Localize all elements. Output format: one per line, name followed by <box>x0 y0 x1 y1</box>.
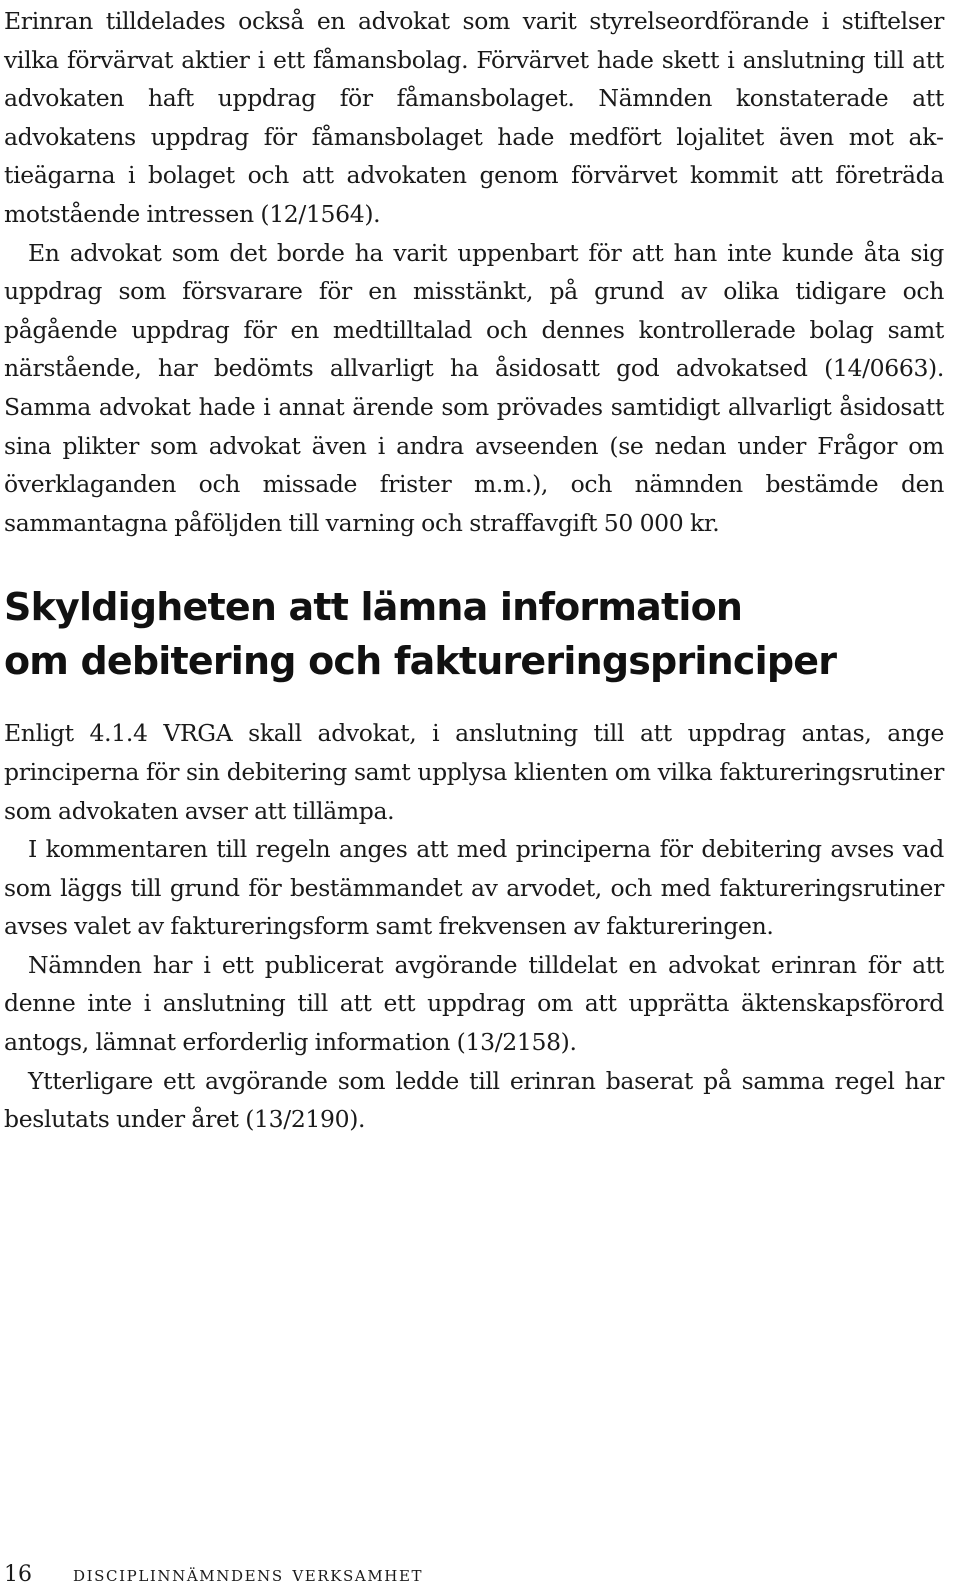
section-heading <box>4 580 944 688</box>
document-page <box>4 2 944 1139</box>
section-heading-line: om debitering och faktureringsprinciper <box>4 639 837 684</box>
body-paragraph: Ytterligare ett avgörande som ledde till erinran baserat på samma regel har beslutats under året (13/2190). <box>4 1066 944 1134</box>
running-head: disciplinnämndens verksamhet <box>73 1562 424 1587</box>
body-paragraph: En advokat som det borde ha varit uppenbart för att han inte kunde åta sig uppdrag som försvarare för en misstänkt, på grund av olika tidigare och pågående uppdrag för en medtilltalad och dennes kontrollerade bolag samt närstående, har bedömts allvarligt ha åsidosatt god advokatsed (14/0663). Samma advokat hade i annat ärende som prövades samtidigt allvarligt åsidosatt sina plikter som advokat även i andra avseenden (se nedan under Frågor om överklaganden och missade frister m.m.), och nämnden bestämde den sammantagna påföljden till varning och straffavgift 50 000 kr. <box>4 238 944 537</box>
body-paragraph: Nämnden har i ett publicerat avgörande tilldelat en advokat erinran för att denne inte i anslutning till att ett uppdrag om att upprätta äktenskapsförord antogs, lämnat erforderlig information (13/2158). <box>4 950 944 1057</box>
body-paragraph: I kommentaren till regeln anges att med principerna för debitering avses vad som läggs till grund för bestämmandet av arvodet, och med faktureringsrutiner avses valet av faktureringsform samt frekvensen av faktureringen. <box>4 835 944 941</box>
section-heading-line: Skyldigheten att lämna information <box>4 585 743 630</box>
page-number: 16 <box>4 1562 32 1587</box>
body-paragraph: Erinran tilldelades också en advokat som varit styrelseordförande i stiftelser vilka förvärvat aktier i ett fåmansbolag. Förvärvet hade skett i anslutning till att advokaten haft uppdrag för fåmansbolaget. Nämnden konstaterade att advokatens uppdrag för fåmansbolaget hade medfört lojalitet även mot aktieägarna i bolaget och att advokaten genom förvärvet kommit att företräda motstående intressen (12/1564). <box>4 7 944 228</box>
body-paragraph: Enligt 4.1.4 VRGA skall advokat, i anslutning till att uppdrag antas, ange principerna för sin debitering samt upplysa klienten om vilka faktureringsrutiner som advokaten avser att tillämpa. <box>4 719 944 825</box>
page-footer <box>4 1560 944 1590</box>
